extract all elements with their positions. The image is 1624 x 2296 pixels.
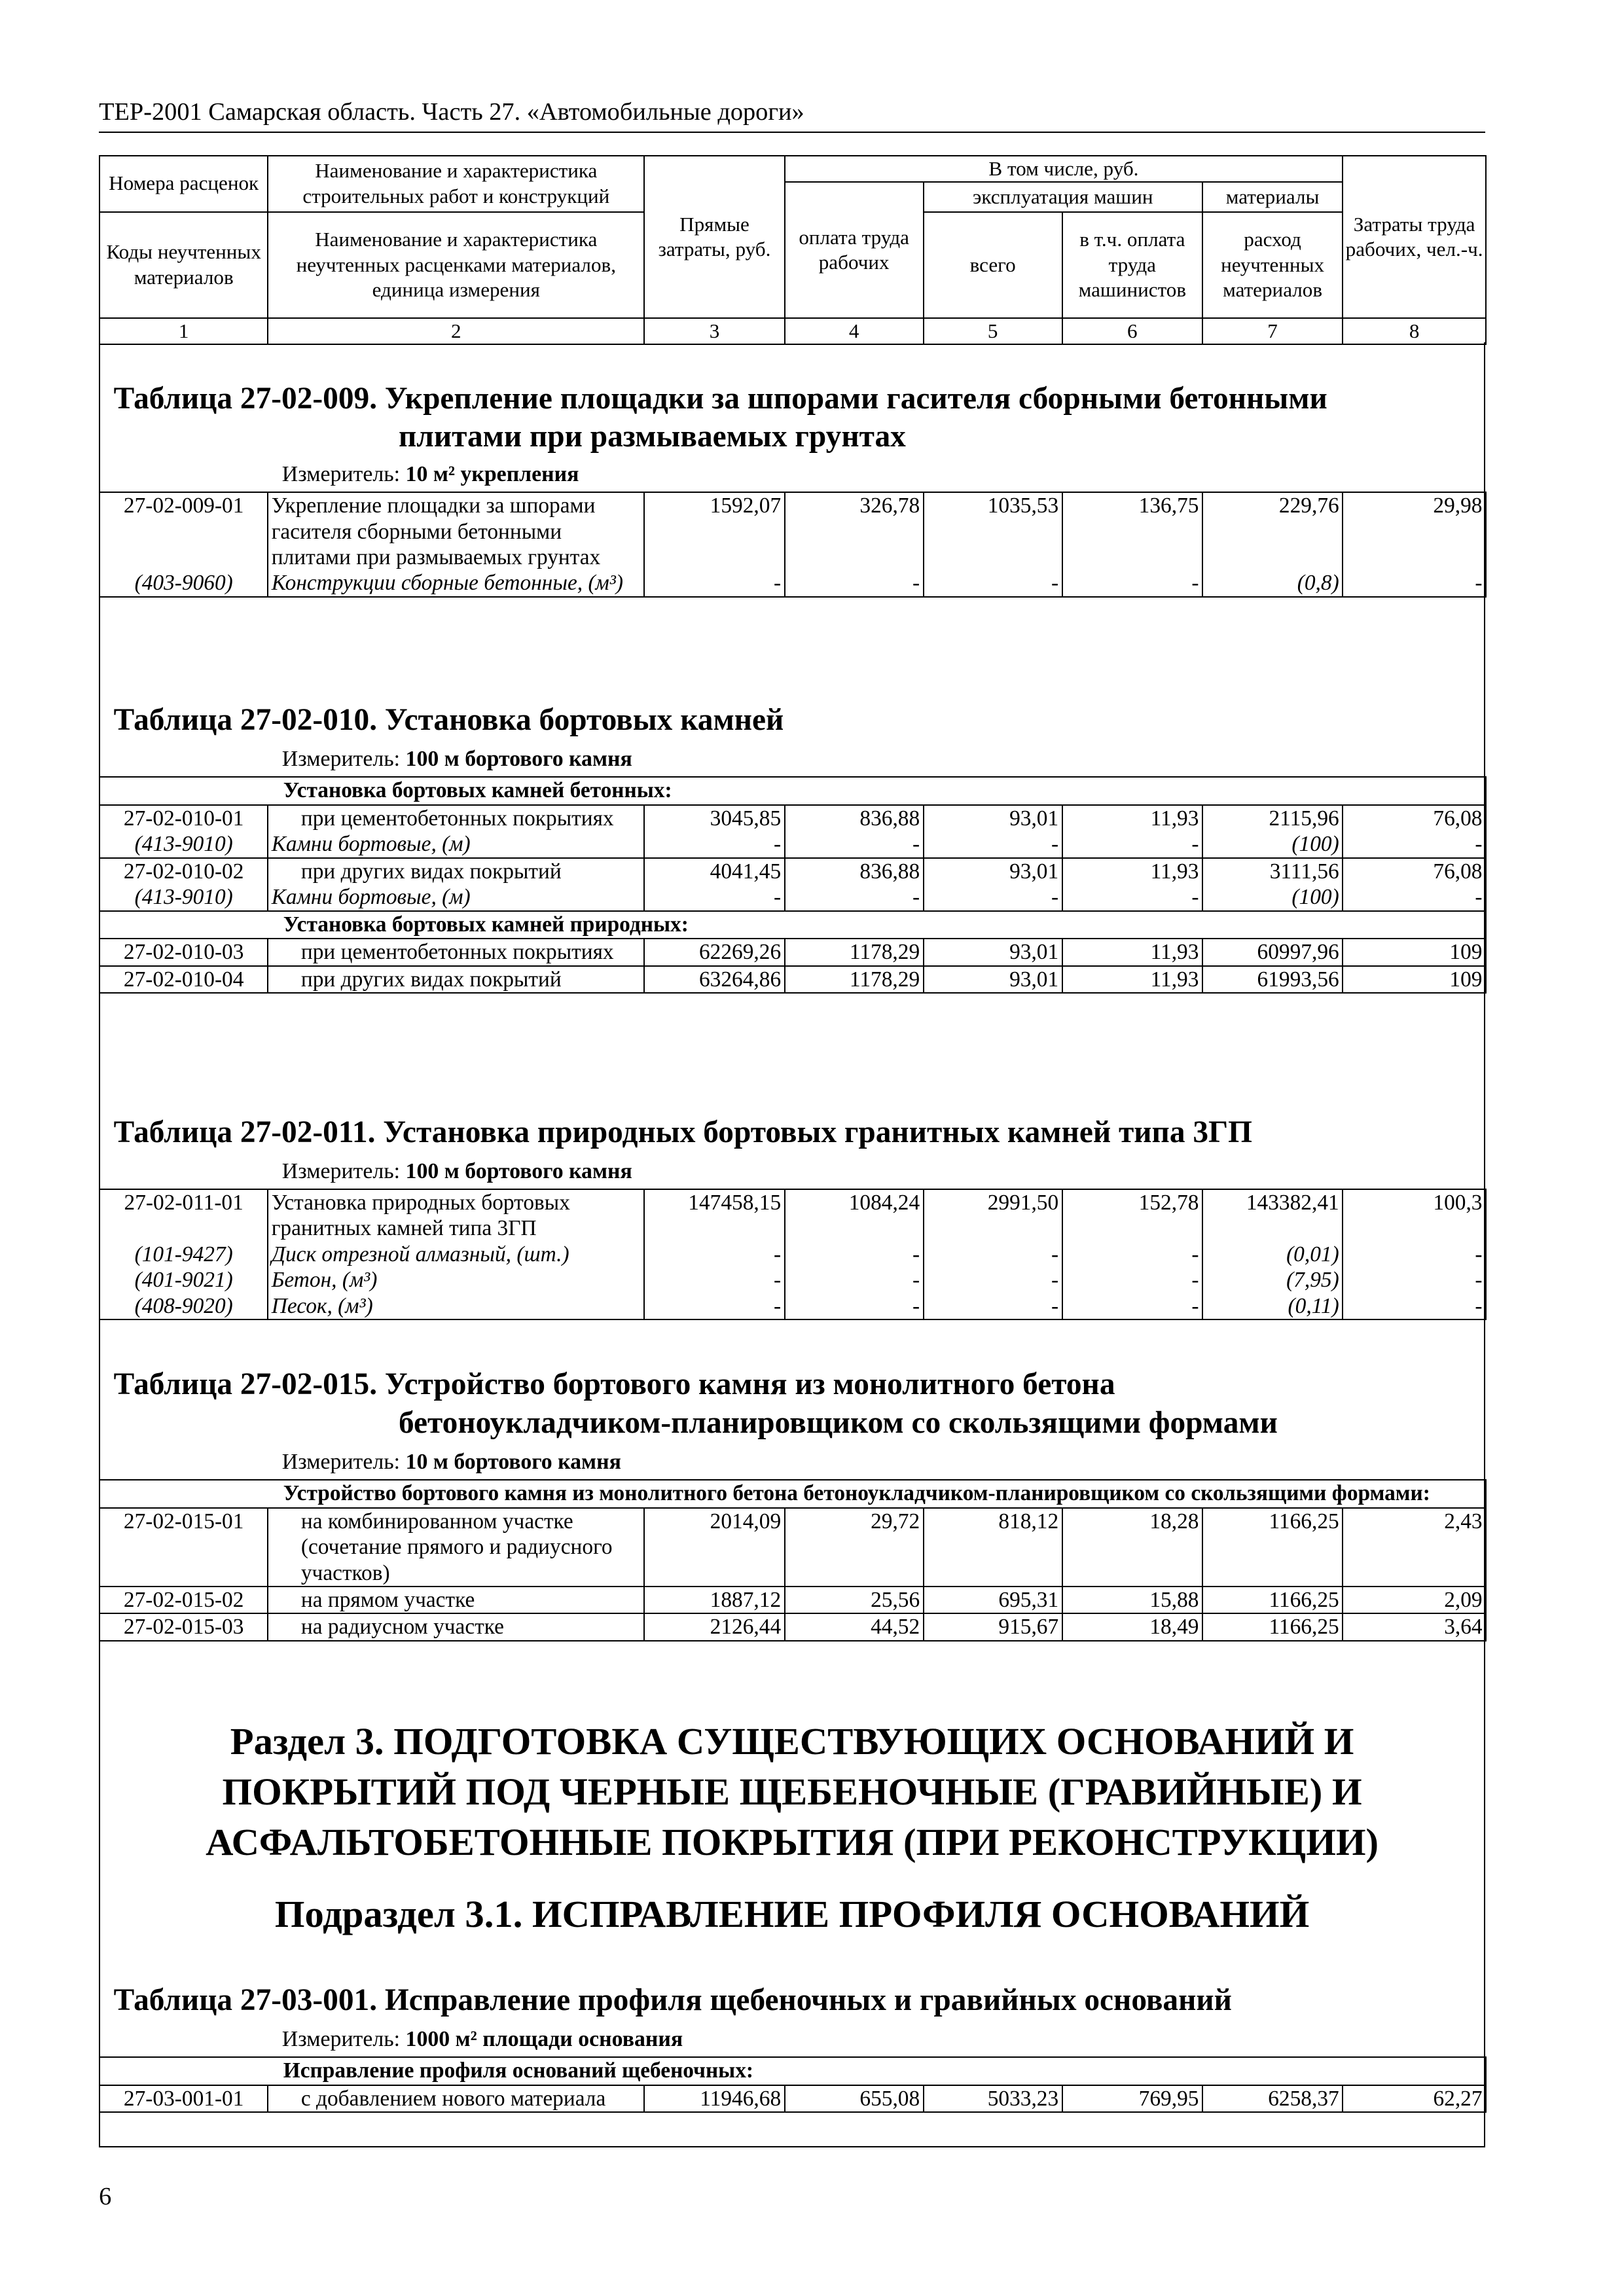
labor-hours: - — [1343, 1267, 1486, 1293]
colnum-4: 4 — [785, 318, 924, 344]
materials-cost: 6258,37 — [1202, 2085, 1343, 2112]
row-code: 27-02-011-01 — [99, 1189, 268, 1242]
row-code: 27-02-010-04 — [99, 966, 268, 993]
col4-header: оплата труда рабочих — [785, 182, 924, 317]
row-name: Установка природных бортовых гранитных камней типа 3ГП — [268, 1189, 644, 1242]
measure-label: Измеритель: — [281, 1449, 401, 1474]
materials-cost: 61993,56 — [1202, 966, 1343, 993]
direct-cost: 2126,44 — [644, 1613, 784, 1640]
colnum-5: 5 — [924, 318, 1062, 344]
row-name: при других видах покрытий — [268, 966, 644, 993]
material-name: Камни бортовые, (м) — [268, 884, 644, 910]
table-row — [99, 1587, 1486, 1613]
direct-cost: - — [644, 570, 784, 596]
measure-value: 100 м бортового камня — [405, 1158, 632, 1183]
running-header: ТЕР-2001 Самарская область. Часть 27. «Автомобильные дороги» — [99, 98, 804, 126]
table-27-02-009 — [99, 492, 1487, 598]
machines-total: - — [924, 1267, 1062, 1293]
table-title — [114, 1365, 1278, 1442]
materials-cost: 1166,25 — [1202, 1613, 1343, 1640]
machinist-pay: 11,93 — [1062, 966, 1202, 993]
machinist-pay: - — [1062, 570, 1202, 596]
machines-total: 5033,23 — [924, 2085, 1062, 2112]
labor-hours: 76,08 — [1343, 858, 1486, 884]
machines-total: 93,01 — [924, 805, 1062, 831]
material-row — [99, 570, 1486, 596]
material-row — [99, 831, 1486, 857]
labor-cost: 655,08 — [785, 2085, 924, 2112]
machines-total: 93,01 — [924, 858, 1062, 884]
labor-hours: 3,64 — [1343, 1613, 1486, 1640]
labor-cost: 1084,24 — [785, 1189, 924, 1242]
table-27-02-010 — [99, 776, 1487, 994]
measure-value: 10 м² укрепления — [405, 461, 579, 486]
section-heading-line1: Раздел 3. ПОДГОТОВКА СУЩЕСТВУЮЩИХ ОСНОВАНИЙ И — [230, 1720, 1354, 1763]
measure-line — [282, 747, 632, 772]
materials-quantity: (0,11) — [1202, 1293, 1343, 1319]
material-name: Бетон, (м³) — [268, 1267, 644, 1293]
measure-line — [282, 2027, 683, 2052]
machines-total: 93,01 — [924, 966, 1062, 993]
row-code: 27-02-010-01 — [99, 805, 268, 831]
labor-hours: 29,98 — [1343, 492, 1486, 570]
table-title — [114, 380, 1327, 456]
machines-total: 695,31 — [924, 1587, 1062, 1613]
material-name: Конструкции сборные бетонные, (м³) — [268, 570, 644, 596]
labor-hours: 100,3 — [1343, 1189, 1486, 1242]
materials-cost: 1166,25 — [1202, 1508, 1343, 1587]
row-name: на комбинированном участке (сочетание прямого и радиусного участков) — [268, 1508, 644, 1587]
materials-quantity: (0,8) — [1202, 570, 1343, 596]
col6-header: в т.ч. оплата труда машинистов — [1062, 212, 1202, 318]
machinist-pay: 11,93 — [1062, 858, 1202, 884]
machines-total: 818,12 — [924, 1508, 1062, 1587]
direct-cost: 1887,12 — [644, 1587, 784, 1613]
table-row — [99, 1613, 1486, 1640]
table-row — [99, 805, 1486, 831]
materials-cost: 229,76 — [1202, 492, 1343, 570]
labor-cost: - — [785, 1293, 924, 1319]
col2-top-header: Наименование и характеристика строительных работ и конструкций — [268, 156, 644, 212]
direct-cost: - — [644, 1267, 784, 1293]
labor-hours: 76,08 — [1343, 805, 1486, 831]
materials-cost: 1166,25 — [1202, 1587, 1343, 1613]
labor-cost: 44,52 — [785, 1613, 924, 1640]
incl-header: В том числе, руб. — [785, 156, 1343, 183]
labor-hours: - — [1343, 831, 1486, 857]
col8-header: Затраты труда рабочих, чел.-ч. — [1343, 156, 1486, 318]
labor-cost: 1178,29 — [785, 966, 924, 993]
machinist-pay: - — [1062, 1267, 1202, 1293]
table-27-02-015 — [99, 1479, 1487, 1641]
section-heading-line3: АСФАЛЬТОБЕТОННЫЕ ПОКРЫТИЯ (ПРИ РЕКОНСТРУКЦИИ) — [206, 1820, 1379, 1863]
labor-hours: - — [1343, 1242, 1486, 1267]
direct-cost: 63264,86 — [644, 966, 784, 993]
machinist-pay: - — [1062, 831, 1202, 857]
machines-total: - — [924, 1293, 1062, 1319]
table-title-line2: плитами при размываемых грунтах — [398, 420, 906, 454]
material-name: Песок, (м³) — [268, 1293, 644, 1319]
labor-cost: 326,78 — [785, 492, 924, 570]
materials-quantity: (7,95) — [1202, 1267, 1343, 1293]
measure-value: 1000 м² площади основания — [405, 2026, 683, 2051]
direct-cost: 2014,09 — [644, 1508, 784, 1587]
materials-quantity: (100) — [1202, 884, 1343, 910]
table-title-line1: Таблица 27-02-015. Устройство бортового камня из монолитного бетона — [113, 1367, 1115, 1402]
row-name: при цементобетонных покрытиях — [268, 939, 644, 965]
machinist-pay: 15,88 — [1062, 1587, 1202, 1613]
material-code: (403-9060) — [99, 570, 268, 596]
material-name: Диск отрезной алмазный, (шт.) — [268, 1242, 644, 1267]
material-code: (408-9020) — [99, 1293, 268, 1319]
direct-cost: - — [644, 1293, 784, 1319]
machines-total: 2991,50 — [924, 1189, 1062, 1242]
labor-hours: - — [1343, 1293, 1486, 1319]
row-code: 27-02-009-01 — [99, 492, 268, 570]
colnum-7: 7 — [1202, 318, 1343, 344]
material-row — [99, 884, 1486, 910]
subgroup-heading: Установка бортовых камней природных: — [99, 911, 1486, 939]
machines-total: - — [924, 1242, 1062, 1267]
machinist-pay: 18,28 — [1062, 1508, 1202, 1587]
labor-cost: 29,72 — [785, 1508, 924, 1587]
table-row — [99, 1508, 1486, 1587]
table-27-03-001 — [99, 2056, 1487, 2113]
machines-total: 93,01 — [924, 939, 1062, 965]
material-row — [99, 1293, 1486, 1319]
material-code: (101-9427) — [99, 1242, 268, 1267]
labor-cost: - — [785, 570, 924, 596]
direct-cost: 1592,07 — [644, 492, 784, 570]
labor-hours: - — [1343, 884, 1486, 910]
row-code: 27-03-001-01 — [99, 2085, 268, 2112]
row-code: 27-02-010-03 — [99, 939, 268, 965]
col1-top-header: Номера расценок — [99, 156, 268, 212]
material-code: (401-9021) — [99, 1267, 268, 1293]
direct-cost: 11946,68 — [644, 2085, 784, 2112]
machines-total: - — [924, 570, 1062, 596]
labor-cost: 836,88 — [785, 805, 924, 831]
labor-cost: - — [785, 1242, 924, 1267]
material-code: (413-9010) — [99, 884, 268, 910]
direct-cost: 147458,15 — [644, 1189, 784, 1242]
colnum-3: 3 — [644, 318, 784, 344]
materials-quantity: (100) — [1202, 831, 1343, 857]
materials-cost: 2115,96 — [1202, 805, 1343, 831]
machinist-pay: 152,78 — [1062, 1189, 1202, 1242]
direct-cost: 4041,45 — [644, 858, 784, 884]
colnum-6: 6 — [1062, 318, 1202, 344]
subgroup-heading: Устройство бортового камня из монолитного бетона бетоноукладчиком-планировщиком со скользящими формами: — [99, 1480, 1486, 1508]
col3-header: Прямые затраты, руб. — [644, 156, 784, 318]
colnum-8: 8 — [1343, 318, 1486, 344]
measure-line — [282, 462, 579, 487]
subgroup-heading: Установка бортовых камней бетонных: — [99, 777, 1486, 805]
table-row — [99, 2085, 1486, 2112]
measure-value: 10 м бортового камня — [405, 1449, 621, 1474]
section-heading — [99, 1717, 1485, 1867]
table-row — [99, 492, 1486, 570]
row-name: на прямом участке — [268, 1587, 644, 1613]
direct-cost: - — [644, 1242, 784, 1267]
table-title-line2: бетоноукладчиком-планировщиком со скользящими формами — [398, 1405, 1278, 1440]
measure-label: Измеритель: — [281, 461, 401, 486]
labor-hours: - — [1343, 570, 1486, 596]
machines-total: - — [924, 831, 1062, 857]
measure-value: 100 м бортового камня — [405, 747, 632, 772]
col5-header: всего — [924, 212, 1062, 318]
machinist-pay: - — [1062, 1293, 1202, 1319]
measure-line — [282, 1159, 632, 1184]
labor-cost: - — [785, 884, 924, 910]
row-code: 27-02-015-02 — [99, 1587, 268, 1613]
table-row — [99, 858, 1486, 884]
direct-cost: 3045,85 — [644, 805, 784, 831]
material-name: Камни бортовые, (м) — [268, 831, 644, 857]
table-title-line1: Таблица 27-02-009. Укрепление площадки за шпорами гасителя сборными бетонными — [113, 381, 1327, 416]
labor-hours: 2,09 — [1343, 1587, 1486, 1613]
labor-cost: - — [785, 1267, 924, 1293]
material-row — [99, 1267, 1486, 1293]
machinist-pay: - — [1062, 1242, 1202, 1267]
measure-label: Измеритель: — [281, 2026, 401, 2051]
machinist-pay: 18,49 — [1062, 1613, 1202, 1640]
page-number: 6 — [99, 2182, 112, 2210]
row-name: при цементобетонных покрытиях — [268, 805, 644, 831]
measure-label: Измеритель: — [281, 747, 401, 772]
colnum-2: 2 — [268, 318, 644, 344]
labor-cost: - — [785, 831, 924, 857]
direct-cost: 62269,26 — [644, 939, 784, 965]
row-code: 27-02-015-03 — [99, 1613, 268, 1640]
materials-header: материалы — [1202, 182, 1343, 211]
machinist-pay: 769,95 — [1062, 2085, 1202, 2112]
row-name: Укрепление площадки за шпорами гасителя сборными бетонными плитами при размываемых грунтах — [268, 492, 644, 570]
measure-label: Измеритель: — [281, 1158, 401, 1183]
table-title: Таблица 27-02-010. Установка бортовых камней — [113, 703, 784, 738]
table-title: Таблица 27-02-011. Установка природных бортовых гранитных камней типа 3ГП — [113, 1115, 1252, 1149]
table-row — [99, 1189, 1486, 1242]
table-row — [99, 939, 1486, 965]
materials-cost: 3111,56 — [1202, 858, 1343, 884]
direct-cost: - — [644, 831, 784, 857]
machinist-pay: 11,93 — [1062, 939, 1202, 965]
header-rule — [99, 132, 1485, 133]
row-name: с добавлением нового материала — [268, 2085, 644, 2112]
row-name: при других видах покрытий — [268, 858, 644, 884]
col7-header: расход неучтенных материалов — [1202, 212, 1343, 318]
machines-header: эксплуатация машин — [924, 182, 1202, 211]
machines-total: - — [924, 884, 1062, 910]
labor-hours: 109 — [1343, 966, 1486, 993]
material-code: (413-9010) — [99, 831, 268, 857]
measure-line — [282, 1450, 621, 1475]
machinist-pay: - — [1062, 884, 1202, 910]
materials-cost: 143382,41 — [1202, 1189, 1343, 1242]
col1-bottom-header: Коды неучтенных материалов — [99, 212, 268, 318]
machines-total: 915,67 — [924, 1613, 1062, 1640]
row-name: на радиусном участке — [268, 1613, 644, 1640]
table-27-02-011 — [99, 1189, 1487, 1320]
column-header-table — [99, 155, 1487, 345]
direct-cost: - — [644, 884, 784, 910]
materials-quantity: (0,01) — [1202, 1242, 1343, 1267]
row-code: 27-02-010-02 — [99, 858, 268, 884]
row-code: 27-02-015-01 — [99, 1508, 268, 1587]
labor-hours: 2,43 — [1343, 1508, 1486, 1587]
subgroup-heading: Исправление профиля оснований щебеночных: — [99, 2057, 1486, 2085]
labor-hours: 62,27 — [1343, 2085, 1486, 2112]
labor-cost: 1178,29 — [785, 939, 924, 965]
material-row — [99, 1242, 1486, 1267]
col2-bottom-header: Наименование и характеристика неучтенных расценками материалов, единица измерения — [268, 212, 644, 318]
labor-cost: 25,56 — [785, 1587, 924, 1613]
machinist-pay: 11,93 — [1062, 805, 1202, 831]
table-row — [99, 966, 1486, 993]
section-heading-line2: ПОКРЫТИЙ ПОД ЧЕРНЫЕ ЩЕБЕНОЧНЫЕ (ГРАВИЙНЫЕ) И — [222, 1770, 1362, 1813]
labor-cost: 836,88 — [785, 858, 924, 884]
materials-cost: 60997,96 — [1202, 939, 1343, 965]
machinist-pay: 136,75 — [1062, 492, 1202, 570]
machines-total: 1035,53 — [924, 492, 1062, 570]
subsection-heading: Подраздел 3.1. ИСПРАВЛЕНИЕ ПРОФИЛЯ ОСНОВАНИЙ — [274, 1893, 1310, 1936]
colnum-1: 1 — [99, 318, 268, 344]
labor-hours: 109 — [1343, 939, 1486, 965]
table-title: Таблица 27-03-001. Исправление профиля щебеночных и гравийных оснований — [113, 1982, 1232, 2017]
